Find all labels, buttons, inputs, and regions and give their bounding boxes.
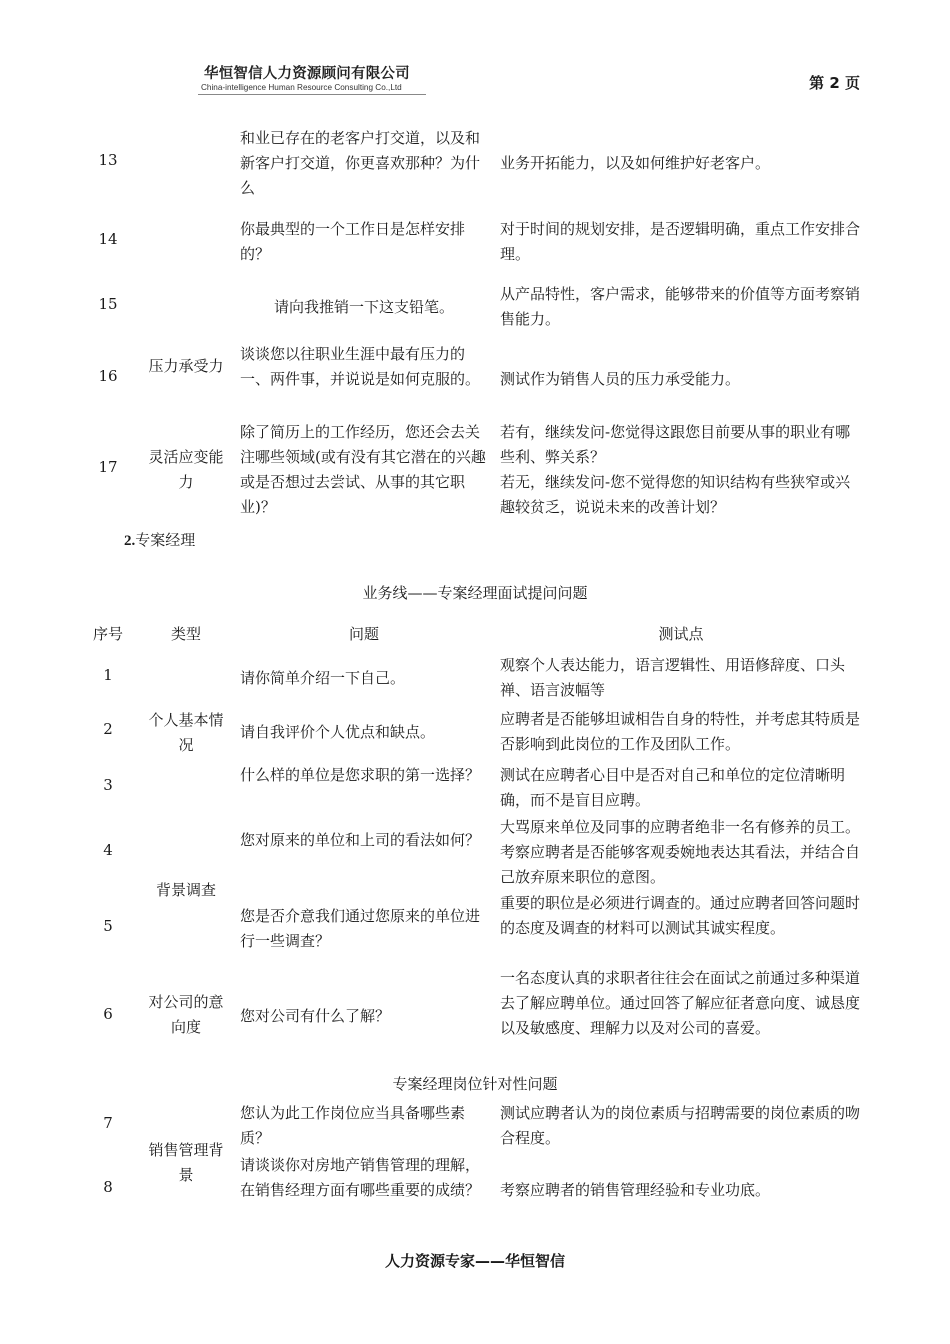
type-cell-intent: 对公司的意向度 [148, 993, 224, 1036]
page-number: 第 2 页 [809, 74, 860, 92]
question-text: 请自我评价个人优点和缺点。 [240, 723, 436, 741]
question-text: 您认为此工作岗位应当具备哪些素质？ [240, 1104, 466, 1147]
test-point-text: 考察应聘者的销售管理经验和专业功底。 [500, 1181, 771, 1199]
question-text: 您是否介意我们通过您原来的单位进行一些调查？ [240, 907, 481, 950]
test-point-text: 测试在应聘者心目中是否对自己和单位的定位清晰明确，而不是盲目应聘。 [500, 766, 846, 809]
header-question: 问题 [348, 625, 379, 643]
row-number: 17 [98, 458, 118, 476]
question-text: 请向我推销一下这支铅笔。 [273, 298, 454, 316]
test-point-text: 应聘者是否能够坦诚相告自身的特性，并考虑其特质是否影响到此岗位的工作及团队工作。 [500, 710, 861, 753]
type-cell: 压力承受力 [148, 357, 224, 375]
row-number: 3 [103, 776, 113, 794]
row-number: 2 [103, 720, 113, 738]
logo-chinese-name: 华恒智信人力资源顾问有限公司 [204, 66, 410, 82]
table-title: 业务线——专案经理面试提问问题 [362, 584, 588, 602]
header-test-point: 测试点 [658, 625, 704, 643]
question-text: 什么样的单位是您求职的第一选择？ [240, 766, 481, 784]
section-title: 专案经理 [135, 531, 196, 549]
question-text: 谈谈您以往职业生涯中最有压力的一、两件事，并说说是如何克服的。 [240, 345, 481, 388]
test-point-text: 业务开拓能力，以及如何维护好老客户。 [500, 154, 771, 172]
header-type: 类型 [170, 625, 201, 643]
type-cell-sales: 销售管理背景 [148, 1141, 224, 1184]
question-text: 和业已存在的老客户打交道，以及和新客户打交道，你更喜欢那种？为什么 [240, 129, 481, 197]
table-subtitle: 专案经理岗位针对性问题 [392, 1075, 558, 1093]
row-number: 4 [103, 841, 113, 859]
question-text: 请谈谈你对房地产销售管理的理解，在销售经理方面有哪些重要的成绩？ [240, 1156, 481, 1199]
test-point-text: 大骂原来单位及同事的应聘者绝非一名有修养的员工。考察应聘者是否能够客观委婉地表达其看法，并结合自己放弃原来职位的意图。 [500, 818, 861, 886]
row-number: 5 [103, 917, 113, 935]
row-number: 8 [103, 1178, 113, 1196]
logo-english-name: China-intelligence Human Resource Consulting Co.,Ltd [201, 83, 402, 92]
type-cell-background: 背景调查 [155, 881, 216, 899]
test-point-text: 测试作为销售人员的压力承受能力。 [500, 370, 741, 388]
question-text: 您对公司有什么了解？ [240, 1007, 391, 1025]
test-point-text: 重要的职位是必须进行调查的。通过应聘者回答问题时的态度及调查的材料可以测试其诚实程度。 [500, 894, 861, 937]
test-point-text: 对于时间的规划安排，是否逻辑明确，重点工作安排合理。 [500, 220, 861, 263]
row-number: 1 [103, 666, 113, 684]
question-text: 您对原来的单位和上司的看法如何？ [240, 831, 481, 849]
section-heading [124, 529, 195, 550]
row-number: 13 [98, 151, 118, 169]
row-number: 6 [103, 1005, 113, 1023]
row-number: 14 [98, 230, 118, 248]
test-point-text: 若有，继续发问-您觉得这跟您目前要从事的职业有哪些利、弊关系？ [500, 423, 851, 466]
page-footer: 人力资源专家——华恒智信 [384, 1252, 565, 1270]
row-number: 16 [98, 367, 118, 385]
row-number: 15 [98, 295, 118, 313]
header-num: 序号 [92, 625, 123, 643]
question-text: 请你简单介绍一下自己。 [240, 669, 406, 687]
test-point-text: 观察个人表达能力，语言逻辑性、用语修辞度、口头禅、语言波幅等 [500, 656, 846, 699]
logo-underline [198, 94, 426, 95]
company-logo [198, 58, 426, 96]
test-point-text: 从产品特性，客户需求，能够带来的价值等方面考察销售能力。 [500, 285, 861, 328]
type-cell: 灵活应变能力 [148, 448, 224, 491]
test-point-text: 若无，继续发问-您不觉得您的知识结构有些狭窄或兴趣较贫乏，说说未来的改善计划？ [500, 473, 851, 516]
row-number: 7 [103, 1114, 113, 1132]
question-text: 你最典型的一个工作日是怎样安排的？ [240, 220, 466, 263]
section-number: 2. [124, 533, 136, 549]
test-point-text: 测试应聘者认为的岗位素质与招聘需要的岗位素质的吻合程度。 [500, 1104, 861, 1147]
question-text: 除了简历上的工作经历，您还会去关注哪些领域(或有没有其它潜在的兴趣或是否想过去尝试、从事的其它职业)？ [240, 423, 486, 516]
test-point-text: 一名态度认真的求职者往往会在面试之前通过多种渠道去了解应聘单位。通过回答了解应征者意向度、诚恳度以及敏感度、理解力以及对公司的喜爱。 [500, 969, 861, 1037]
type-cell-personal: 个人基本情况 [148, 711, 224, 754]
